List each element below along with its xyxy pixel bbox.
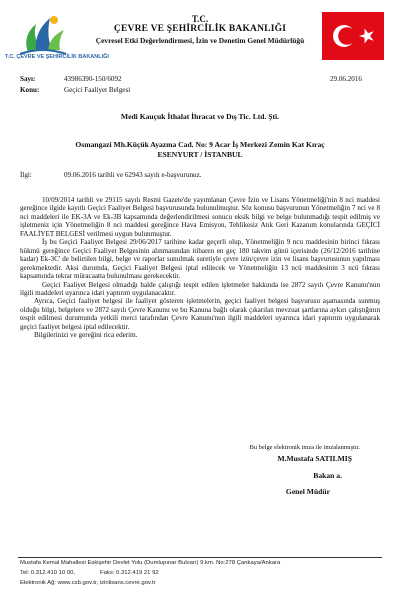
sayi-value: 43986390-150/6092: [64, 75, 122, 83]
footer-tel: Tel: 0.312.410 10 00,: [20, 570, 76, 576]
sayi-label: Sayı:: [20, 75, 36, 83]
footer-web: Elektronik Ağ: www.csb.gov.tr, izinlisans.cevre.gov.tr: [20, 580, 156, 586]
body-paragraph-4: Ayrıca, Geçici faaliyet belgesi ile faaliyet gösteren işletmelerin, geçici faaliyet belgesi başvurusu aşamasında sunmuş olduğu bilgi, belgelere ve 2872 sayılı Çevre Kanunu ve bu Kanuna bağlı olarak çıkarılan mevzuat şartlarına aykırı çalıştığının tespit edilmesi durumunda yetkili merci tarafından Çevre Kanunu'nun ilgili maddeleri uyarınca idari yaptırım uygulanarak geçici faaliyet belgesi iptal edilecektir.: [20, 297, 380, 331]
ilgi-label: İlgi:: [20, 171, 32, 179]
recipient-address-line1: Osmangazi Mh.Küçük Ayazma Cad. No: 9 Acar İş Merkezi Zemin Kat Kıraç: [75, 140, 325, 149]
signatory-role-2: Genel Müdür: [285, 487, 330, 496]
konu-value: Geçici Faaliyet Belgesi: [64, 86, 131, 94]
header-tc: T.C.: [191, 14, 209, 24]
body-paragraph-1: 10/09/2014 tarihli ve 29115 sayılı Resmi Gazete'de yayımlanan Çevre İzin ve Lisans Yönetmeliği'nin 8 nci maddesi gereğince ilgide kayıtlı Geçici Faaliyet Belgesi başvurusunda bulunulmuştur. Söz konusu başvurunun Yönetmeliğin 7 nci ve 8 nci maddeleri ile EK-3A ve Ek-3B kapsamında değerlendirilmesi sonucu eksik bilgi ve belge bulunmadığı tespit edilmiş ve işletmeniz için Yönetmeliğin 8 nci maddesi gereğince Hava Emisyon, Tehlikesiz Atık Geri Kazanım konularında GEÇİCİ FAALİYET BELGESİ verilmesi uygun bulunmuştur.: [20, 196, 380, 238]
body-paragraph-3: Geçici Faaliyet Belgesi olmadığı halde çalıştığı tespit edilen işletmeler hakkında ise 2872 sayılı Çevre Kanunu'nun ilgili maddeleri uyarınca idari yaptırım uygulanacaktır.: [20, 280, 380, 297]
konu-label: Konu:: [20, 86, 40, 94]
footer-fax: Faks: 0.312.419 21 92: [100, 570, 159, 576]
letter-body: [20, 196, 380, 340]
recipient-company: Medi Kauçuk İthalat İhracat ve Dış Tic. Ltd. Şti.: [120, 112, 280, 121]
turkish-flag-icon: [322, 12, 384, 60]
signatory-name: M.Mustafa SATILMIŞ: [277, 454, 352, 463]
signatory-role-1: Bakan a.: [313, 471, 342, 480]
header-department: Çevresel Etki Değerlendirmesi, İzin ve Denetim Genel Müdürlüğü: [95, 36, 305, 45]
header-ministry: ÇEVRE VE ŞEHİRCİLİK BAKANLIĞI: [113, 24, 287, 34]
body-paragraph-5: Bilgilerinizi ve gereğini rica ederim.: [34, 331, 138, 340]
recipient-address-line2: ESENYURT / İSTANBUL: [157, 150, 243, 159]
logo-caption: T.C. ÇEVRE VE ŞEHİRCİLİK BAKANLIĞI: [5, 54, 109, 60]
footer-divider: [18, 557, 382, 558]
e-signature-note: Bu belge elektronik imza ile imzalanmıştır.: [249, 444, 360, 451]
body-paragraph-2: İş bu Geçici Faaliyet Belgesi 29/06/2017 tarihine kadar geçerli olup, Yönetmeliğin 9 ncu maddesinin birinci fıkrası hükmü gereğince Geçici Faaliyet Belgesinin alınmasından itibaren en geç 180 takvim günü içerisinde (26/12/2016 tarihine kadar) Ek-3C' de belirtilen bilgi, belge ve raporlar sunulmak suretiyle çevre izin/çevre izin ve lisans başvurusunun yapılması gerekmektedir. Aksi durumda, Geçici Faaliyet Belgesi iptal edilecek ve Yönetmeliğin 13 ncü maddesinin 3 ncü fıkrası kapsamında tekrar müracaatta bulunulması gerekecektir.: [20, 238, 380, 281]
document-date: 29.06.2016: [330, 75, 362, 83]
footer-address: Mustafa Kemal Mahallesi Eskişehir Devlet Yolu (Dumlupınar Bulvarı) 9.km. No:278 Çankaya/Ankara: [20, 560, 281, 566]
ilgi-value: 09.06.2016 tarihli ve 62943 sayılı e-başvurunuz.: [64, 171, 202, 179]
